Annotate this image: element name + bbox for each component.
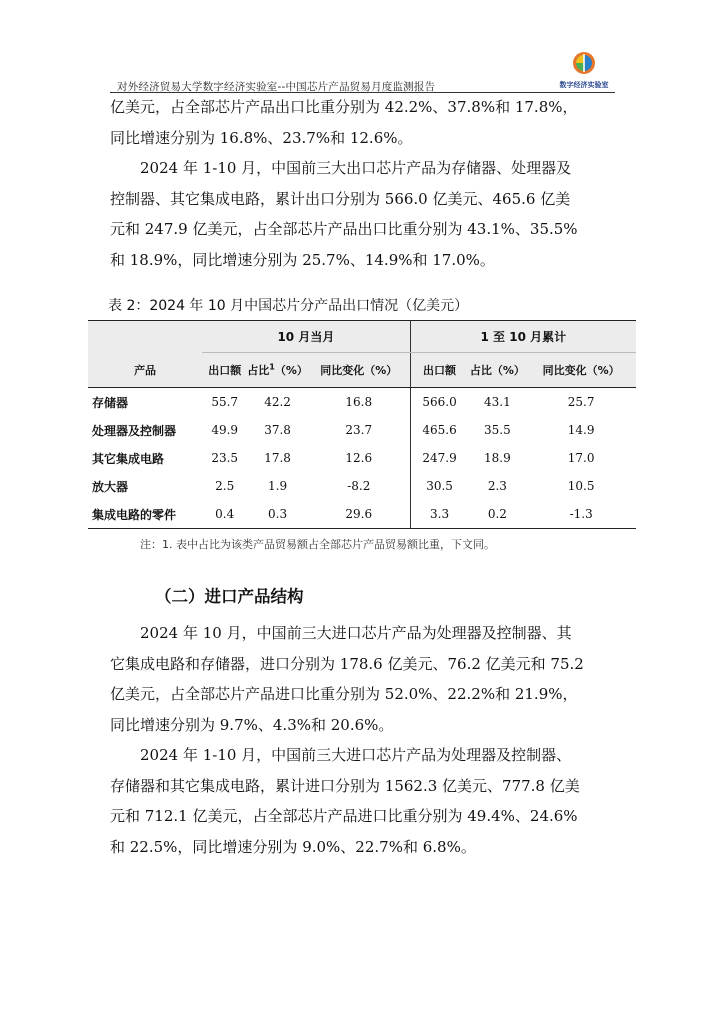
logo-label: 数字经济实验室 (559, 81, 609, 89)
cell-export-cum: 465.6 (422, 423, 457, 437)
row-product: 放大器 (92, 479, 129, 494)
cell-export-cum: 3.3 (410, 500, 468, 529)
cell-share-cum: 35.5 (484, 423, 511, 437)
row-product: 其它集成电路 (92, 451, 165, 466)
cell-share-cum: 0.2 (468, 500, 526, 529)
cell-export: 55.7 (211, 395, 239, 409)
cell-yoy-cum: 10.5 (567, 479, 595, 493)
cell-yoy: 16.8 (308, 388, 410, 417)
row-product: 处理器及控制器 (92, 423, 177, 438)
footnote-marker: 1 (269, 362, 275, 372)
cell-yoy-cum: 25.7 (567, 395, 595, 409)
text-line: 元和 247.9 亿美元，占全部芯片产品出口比重分别为 43.1%、35.5% (110, 220, 578, 238)
cell-export: 23.5 (211, 451, 239, 465)
text-line: 元和 712.1 亿美元，占全部芯片产品进口比重分别为 49.4%、24.6% (110, 807, 578, 825)
cell-export-cum: 247.9 (422, 451, 457, 465)
text-line: 和 22.5%，同比增速分别为 9.0%、22.7%和 6.8%。 (110, 837, 476, 856)
col-share (247, 353, 308, 388)
row-product: 集成电路的零件 (88, 500, 202, 529)
cell-yoy: -8.2 (308, 472, 410, 500)
section-title: （二）进口产品结构 (155, 587, 304, 606)
cell-yoy: 23.7 (308, 416, 410, 444)
cell-yoy-cum: 17.0 (567, 451, 595, 465)
table-note: 注：1. 表中占比为该类产品贸易额占全部芯片产品贸易额比重，下文同。 (140, 538, 495, 551)
cell-export: 2.5 (215, 479, 235, 493)
paragraph-export-cumulative (110, 153, 620, 275)
cell-share: 42.2 (264, 395, 291, 409)
text-line: 同比增速分别为 9.7%、4.3%和 20.6%。 (110, 715, 394, 734)
col-yoy-cum: 同比变化（%） (526, 353, 636, 388)
cell-share: 37.8 (264, 423, 291, 437)
col-yoy: 同比变化（%） (308, 353, 410, 388)
cell-share-cum: 18.9 (484, 451, 511, 465)
cell-export-cum: 566.0 (422, 395, 457, 409)
header-blank (88, 321, 202, 353)
table-row (88, 500, 636, 529)
col-share-cum: 占比（%） (468, 353, 526, 388)
paragraph-export-month-cont (110, 92, 620, 153)
cell-share-cum: 43.1 (484, 395, 511, 409)
text-line: 同比增速分别为 16.8%、23.7%和 12.6%。 (110, 128, 413, 147)
table-row (88, 388, 636, 417)
export-table (88, 320, 636, 529)
text-line: 2024 年 1-10 月，中国前三大进口芯片产品为处理器及控制器、 (140, 746, 572, 764)
table-caption: 表 2：2024 年 10 月中国芯片分产品出口情况（亿美元） (108, 298, 469, 314)
cell-yoy-cum: -1.3 (526, 500, 636, 529)
cell-export: 49.9 (211, 423, 239, 437)
col-export: 出口额 (202, 353, 247, 388)
text-line: 2024 年 1-10 月，中国前三大出口芯片产品为存储器、处理器及 (140, 159, 572, 177)
col-share-label: 占比 (247, 364, 270, 377)
cell-yoy: 29.6 (308, 500, 410, 529)
col-export-cum: 出口额 (410, 353, 468, 388)
group-cumulative-header: 1 至 10 月累计 (410, 321, 636, 353)
cell-share: 0.3 (247, 500, 308, 529)
cell-share: 17.8 (264, 451, 291, 465)
text-line: 它集成电路和存储器，进口分别为 178.6 亿美元、76.2 亿美元和 75.2 (110, 654, 584, 673)
row-product: 存储器 (92, 395, 129, 410)
col-share-unit: （%） (274, 364, 308, 377)
col-product: 产品 (88, 353, 202, 388)
text-line: 和 18.9%，同比增速分别为 25.7%、14.9%和 17.0%。 (110, 250, 495, 269)
cell-export-cum: 30.5 (426, 479, 453, 493)
text-line: 存储器和其它集成电路，累计进口分别为 1562.3 亿美元、777.8 亿美 (110, 776, 580, 795)
cell-yoy-cum: 14.9 (567, 423, 595, 437)
cell-share: 1.9 (268, 479, 288, 493)
text-line: 亿美元，占全部芯片产品进口比重分别为 52.0%、22.2%和 21.9%， (110, 685, 578, 703)
table-row (88, 416, 636, 444)
paragraph-import-cumulative (110, 740, 620, 862)
paragraph-import-month (110, 618, 620, 740)
table-row (88, 444, 636, 472)
text-line: 亿美元，占全部芯片产品出口比重分别为 42.2%、37.8%和 17.8%， (110, 98, 578, 116)
cell-share-cum: 2.3 (487, 479, 507, 493)
group-month-header: 10 月当月 (202, 321, 410, 353)
cell-yoy: 12.6 (308, 444, 410, 472)
running-header: 对外经济贸易大学数字经济实验室--中国芯片产品贸易月度监测报告 (117, 81, 436, 93)
table-row (88, 472, 636, 500)
cell-export: 0.4 (202, 500, 247, 529)
text-line: 2024 年 10 月，中国前三大进口芯片产品为处理器及控制器、其 (140, 624, 572, 642)
text-line: 控制器、其它集成电路，累计出口分别为 566.0 亿美元、465.6 亿美 (110, 189, 571, 208)
